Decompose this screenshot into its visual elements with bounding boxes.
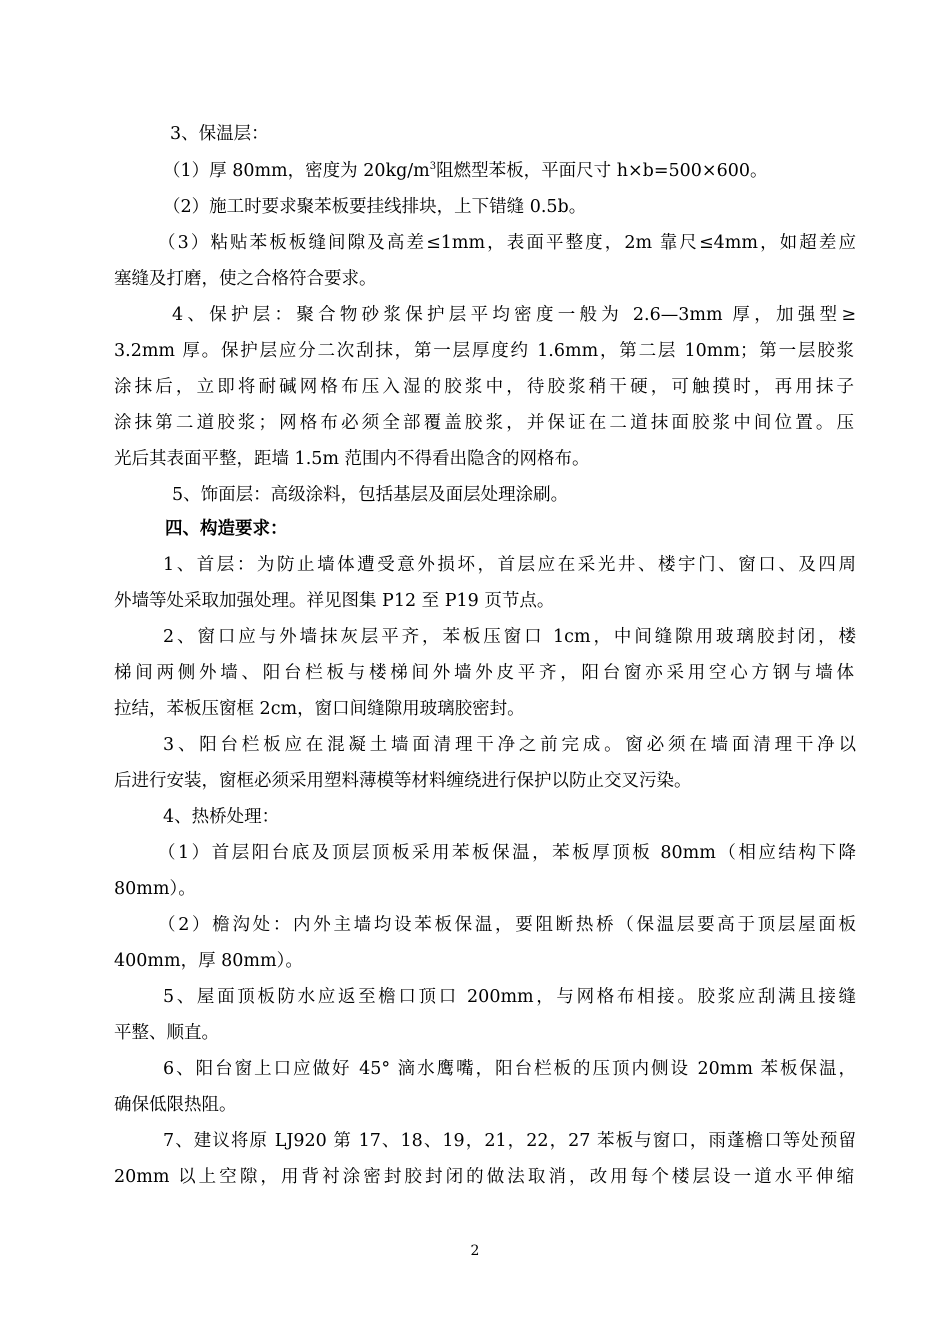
paragraph-line: 4、保护层：聚合物砂浆保护层平均密度一般为 2.6—3mm 厚，加强型≥ [172, 305, 856, 325]
heading-insulation-layer: 3、保温层： [170, 124, 269, 144]
paragraph-line: （2）檐沟处：内外主墙均设苯板保温，要阻断热桥（保温层要高于顶层屋面板 [158, 915, 856, 935]
paragraph-line: 外墙等处采取加强处理。祥见图集 P12 至 P19 页节点。 [114, 591, 555, 611]
paragraph-line: 4、热桥处理： [163, 807, 280, 827]
paragraph-line: （2）施工时要求聚苯板要挂线排块，上下错缝 0.5b。 [163, 197, 587, 217]
paragraph-line: 后进行安装，窗框必须采用塑料薄模等材料缠绕进行保护以防止交叉污染。 [114, 771, 692, 791]
paragraph-line [163, 156, 853, 186]
paragraph-line: 20mm 以上空隙，用背衬涂密封胶封闭的做法取消，改用每个楼层设一道水平伸缩 [114, 1167, 854, 1187]
page-number: 2 [470, 1243, 480, 1259]
paragraph-line: 80mm）。 [114, 879, 196, 899]
section-heading-construction-requirements: 四、构造要求： [165, 519, 288, 539]
text-run: 阻燃型苯板，平面尺寸 h×b=500×600。 [436, 161, 768, 181]
paragraph-line: （3）粘贴苯板板缝间隙及高差≤1mm，表面平整度，2m 靠尺≤4mm，如超差应 [158, 233, 856, 253]
text-run: （1）厚 80mm，密度为 20kg/m [163, 161, 430, 181]
paragraph-line: 3、阳台栏板应在混凝土墙面清理干净之前完成。窗必须在墙面清理干净以 [163, 735, 856, 755]
superscript-3: 3 [429, 161, 437, 173]
paragraph-line: 拉结，苯板压窗框 2cm，窗口间缝隙用玻璃胶密封。 [114, 699, 525, 719]
paragraph-line: 6、阳台窗上口应做好 45° 滴水鹰嘴，阳台栏板的压顶内侧设 20mm 苯板保温， [163, 1059, 856, 1079]
paragraph-line: 2、窗口应与外墙抹灰层平齐，苯板压窗口 1cm，中间缝隙用玻璃胶封闭，楼 [163, 627, 856, 647]
paragraph-line: 涂抹第二道胶浆；网格布必须全部覆盖胶浆，并保证在二道抹面胶浆中间位置。压 [114, 413, 854, 433]
paragraph-line: 确保低限热阻。 [114, 1095, 237, 1115]
paragraph-line: 5、饰面层：高级涂料，包括基层及面层处理涂刷。 [172, 485, 569, 505]
paragraph-line: 7、建议将原 LJ920 第 17、18、19，21，22，27 苯板与窗口，雨蓬檐口等处预留 [163, 1131, 856, 1151]
paragraph-line: （1）首层阳台底及顶层顶板采用苯板保温，苯板厚顶板 80mm（相应结构下降 [158, 843, 856, 863]
paragraph-line: 3.2mm 厚。保护层应分二次刮抹，第一层厚度约 1.6mm，第二层 10mm；第一层胶浆 [114, 341, 854, 361]
paragraph-line: 400mm，厚 80mm）。 [114, 951, 303, 971]
paragraph-line: 5、屋面顶板防水应返至檐口顶口 200mm，与网格布相接。胶浆应刮满且接缝 [163, 987, 856, 1007]
paragraph-line: 梯间两侧外墙、阳台栏板与楼梯间外墙外皮平齐，阳台窗亦采用空心方钢与墙体 [114, 663, 854, 683]
paragraph-line: 平整、顺直。 [114, 1023, 219, 1043]
paragraph-line: 光后其表面平整，距墙 1.5m 范围内不得看出隐含的网格布。 [114, 449, 590, 469]
paragraph-line: 1、首层：为防止墙体遭受意外损坏，首层应在采光井、楼宇门、窗口、及四周 [163, 555, 856, 575]
paragraph-line: 塞缝及打磨，使之合格符合要求。 [114, 269, 377, 289]
paragraph-line: 涂抹后，立即将耐碱网格布压入湿的胶浆中，待胶浆稍干硬，可触摸时，再用抹子 [114, 377, 854, 397]
